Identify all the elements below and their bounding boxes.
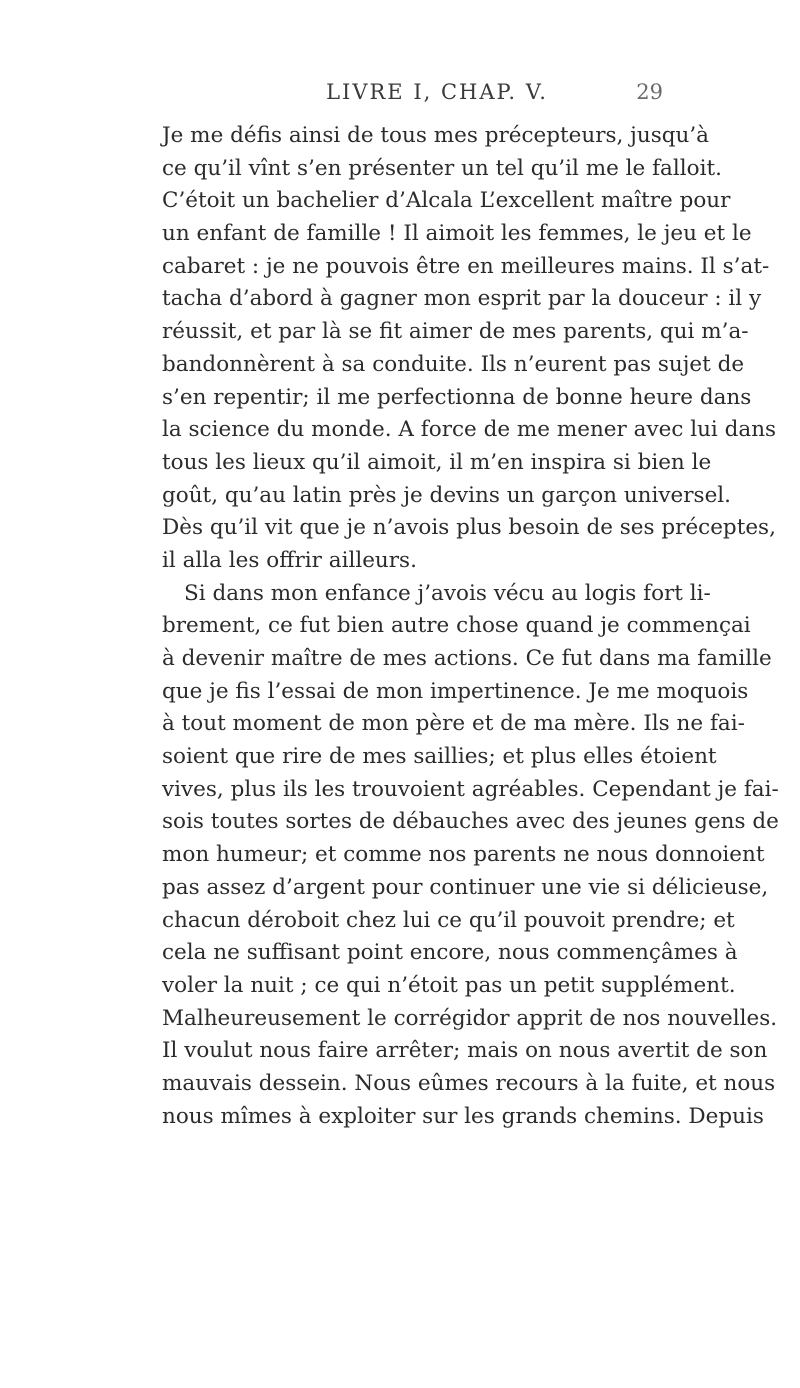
text-line: Si dans mon enfance j’avois vécu au logis fort li- (184, 580, 711, 606)
text-line: voler la nuit ; ce qui n’étoit pas un petit supplément. (162, 972, 736, 998)
paragraph (162, 120, 777, 578)
text-line: C’étoit un bachelier d’Alcala L’excellent maître pour (162, 188, 731, 214)
text-line: à devenir maître de mes actions. Ce fut dans ma famille (162, 646, 772, 671)
text-line: Dès qu’il vit que je n’avois plus besoin de ses préceptes, (162, 515, 776, 541)
text-line: soient que rire de mes saillies; et plus elles étoient (162, 744, 717, 770)
text-line: la science du monde. A force de me mener avec lui dans (162, 417, 777, 443)
paragraph (162, 578, 779, 1134)
text-line: un enfant de famille ! Il aimoit les femmes, le jeu et le (162, 221, 752, 247)
text-line: que je fis l’essai de mon impertinence. Je me moquois (162, 678, 749, 704)
text-line: réussit, et par là se fit aimer de mes parents, qui m’a- (162, 319, 749, 345)
text-line: goût, qu’au latin près je devins un garçon universel. (162, 482, 732, 508)
text-line: Il voulut nous faire arrêter; mais on nous avertit de son (162, 1038, 768, 1064)
text-line: mauvais dessein. Nous eûmes recours à la fuite, et nous (162, 1070, 776, 1096)
text-line: sois toutes sortes de débauches avec des jeunes gens de (162, 809, 779, 835)
text-line: brement, ce fut bien autre chose quand je commençai (162, 613, 751, 639)
text-line: il alla les offrir ailleurs. (162, 547, 417, 573)
text-line: à tout moment de mon père et de ma mère. Ils ne fai- (162, 711, 745, 737)
running-head: LIVRE I, CHAP. V. (326, 80, 548, 104)
text-line: tous les lieux qu’il aimoit, il m’en inspira si bien le (162, 449, 712, 475)
text-line: tacha d’abord à gagner mon esprit par la douceur : il y (162, 286, 762, 312)
text-line: Je me défis ainsi de tous mes précepteurs, jusqu’à (162, 123, 709, 148)
text-line: nous mîmes à exploiter sur les grands chemins. Depuis (162, 1103, 764, 1129)
text-line: mon humeur; et comme nos parents ne nous donnoient (162, 842, 765, 868)
text-line: Malheureusement le corrégidor apprit de nos nouvelles. (162, 1005, 778, 1031)
text-line: cabaret : je ne pouvois être en meilleures mains. Il s’at- (162, 253, 770, 279)
text-line: ce qu’il vînt s’en présenter un tel qu’il me le falloit. (162, 155, 722, 181)
text-line: vives, plus ils les trouvoient agréables. Cependant je fai- (162, 776, 779, 802)
text-line: pas assez d’argent pour continuer une vie si délicieuse, (162, 874, 769, 900)
body-text (162, 120, 779, 1133)
text-line: cela ne suffisant point encore, nous commençâmes à (162, 940, 738, 966)
page-number: 29 (636, 80, 663, 104)
text-line: s’en repentir; il me perfectionna de bonne heure dans (162, 384, 752, 410)
text-line: chacun déroboit chez lui ce qu’il pouvoit prendre; et (162, 907, 735, 933)
text-line: bandonnèrent à sa conduite. Ils n’eurent pas sujet de (162, 351, 745, 377)
